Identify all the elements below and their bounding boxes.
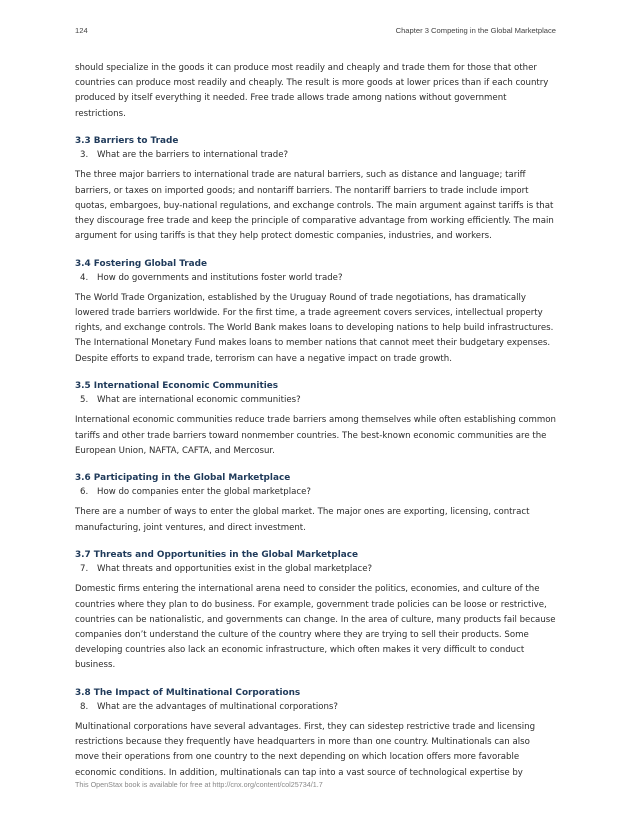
section-body: The World Trade Organization, established by the Uruguay Round of trade negotiations, has dramatically lowered trade barriers worldwide. For the first time, a trade agreement covers services, intellectual property rights, and exchange controls. The World Bank makes loans to developing nations to help build infrastructures. The International Monetary Fund makes loans to member nations that cannot meet their budgetary expenses. Despite efforts to expand trade, terrorism can have a negative impact on trade growth. <box>75 292 554 364</box>
question-text: What are international economic communities? <box>97 395 301 406</box>
question-number: 5. <box>80 395 89 406</box>
question-text: What are the barriers to international trade? <box>97 150 289 161</box>
section-body: The three major barriers to international trade are natural barriers, such as distance and language; tariff barriers, or taxes on imported goods; and nontariff barriers. The nontariff barriers to trade include import quotas, embargoes, buy-national regulations, and exchange controls. The main argument against tariffs is that they discourage free trade and keep the principle of comparative advantage from working efficiently. The main argument for using tariffs is that they help protect domestic companies, industries, and workers. <box>75 170 554 242</box>
question-number: 6. <box>80 487 89 498</box>
section-multinational-corporations <box>75 686 556 781</box>
review-question <box>75 393 556 407</box>
section-threats-and-opportunities <box>75 548 556 673</box>
question-text: What are the advantages of multinational corporations? <box>97 702 338 713</box>
page-header <box>75 26 556 38</box>
section-barriers-to-trade <box>75 134 556 244</box>
section-heading: 3.7 Threats and Opportunities in the Global Marketplace <box>75 550 359 561</box>
section-heading: 3.8 The Impact of Multinational Corporations <box>75 688 301 699</box>
page-content <box>75 61 556 793</box>
review-question <box>75 148 556 162</box>
section-body: There are a number of ways to enter the global market. The major ones are exporting, licensing, contract manufacturing, joint ventures, and direct investment. <box>75 507 530 533</box>
question-number: 4. <box>80 272 89 283</box>
section-body: Multinational corporations have several advantages. First, they can sidestep restrictive trade and licensing restrictions because they frequently have headquarters in more than one country. Multinationals can also move their operations from one country to the next depending on which location offers more favorable economic conditions. In addition, multinationals can tap into a vast source of technological expertise by <box>75 722 536 778</box>
question-number: 7. <box>80 564 89 575</box>
page-number: 124 <box>75 26 88 35</box>
section-heading: 3.4 Fostering Global Trade <box>75 258 208 269</box>
section-international-economic-communities <box>75 379 556 459</box>
review-question <box>75 271 556 285</box>
review-question <box>75 700 556 714</box>
section-heading: 3.6 Participating in the Global Marketplace <box>75 473 291 484</box>
section-heading: 3.3 Barriers to Trade <box>75 136 179 147</box>
question-text: How do governments and institutions foster world trade? <box>97 272 343 283</box>
page-footer: This OpenStax book is available for free at http://cnx.org/content/col25734/1.7 <box>75 780 323 789</box>
section-body: Domestic firms entering the international arena need to consider the politics, economies, and culture of the countries where they plan to do business. For example, government trade policies can be loose or restrictive, countries can be nationalistic, and governments can change. In the area of culture, many products fail because companies don’t understand the culture of the country where they are trying to sell their products. Some developing countries also lack an economic infrastructure, which often makes it very difficult to conduct business. <box>75 584 556 671</box>
section-body: International economic communities reduce trade barriers among themselves while often establishing common tariffs and other trade barriers toward nonmember countries. The best-known economic communities are the European Union, NAFTA, CAFTA, and Mercosur. <box>75 415 556 456</box>
question-number: 8. <box>80 702 89 713</box>
question-text: What threats and opportunities exist in the global marketplace? <box>97 564 373 575</box>
review-question <box>75 562 556 576</box>
section-fostering-global-trade <box>75 257 556 367</box>
question-number: 3. <box>80 150 89 161</box>
intro-paragraph: should specialize in the goods it can produce most readily and cheaply and trade them for those that other countries can produce most readily and cheaply. The result is more goods at lower prices than if each country produced by itself everything it needed. Free trade allows trade among nations without government restrictions. <box>75 63 549 119</box>
review-question <box>75 485 556 499</box>
section-participating-global-marketplace <box>75 471 556 535</box>
chapter-title: Chapter 3 Competing in the Global Marketplace <box>395 26 556 35</box>
question-text: How do companies enter the global marketplace? <box>97 487 311 498</box>
section-heading: 3.5 International Economic Communities <box>75 381 279 392</box>
